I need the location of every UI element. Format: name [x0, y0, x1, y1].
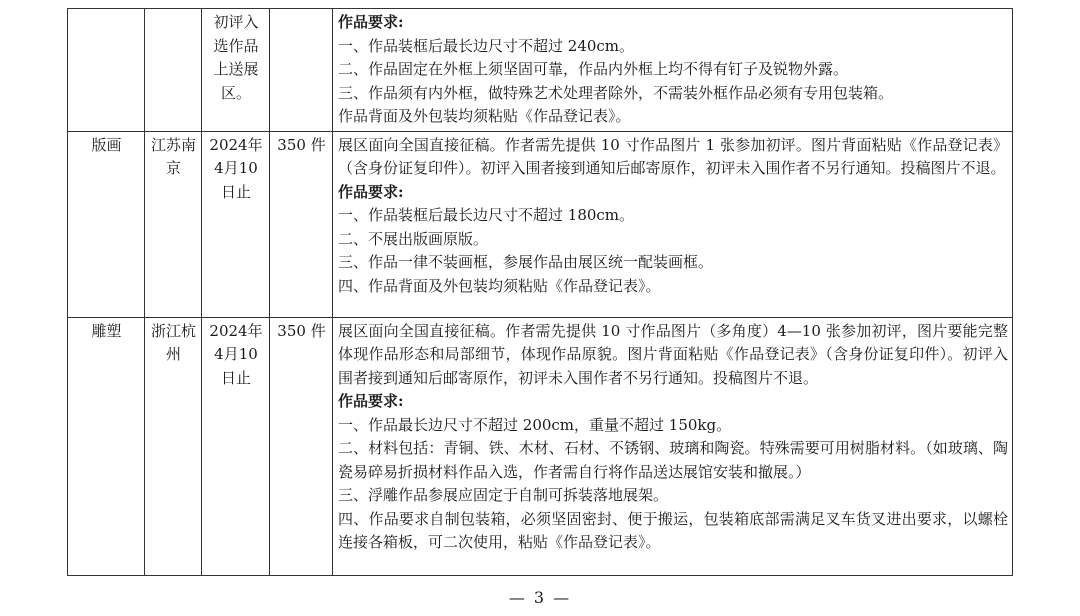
type-cell — [68, 9, 145, 132]
submission-intro: 展区面向全国直接征稿。作者需先提供 10 寸作品图片 1 张参加初评。图片背面粘贴《作品登记表》（含身份证复印件）。初评入围者接到通知后邮寄原作，初评未入围作者不另行通知。投稿图片不退。 — [338, 135, 1008, 177]
requirements-heading: 作品要求: — [338, 182, 404, 201]
table-row — [68, 317, 1013, 575]
requirement-line: 四、作品要求自制包装箱，必须坚固密封、便于搬运，包装箱底部需满足叉车货叉进出要求，以螺栓连接各箱板，可二次使用，粘贴《作品登记表》。 — [338, 509, 1008, 551]
type-cell: 版画 — [68, 131, 145, 317]
submission-intro: 展区面向全国直接征稿。作者需先提供 10 寸作品图片（多角度）4—10 张参加初评，图片要能完整体现作品形态和局部细节，体现作品原貌。图片背面粘贴《作品登记表》（含身份证复印件）。初评入围者接到通知后邮寄原作，初评未入围作者不另行通知。投稿图片不退。 — [338, 321, 1008, 387]
count-cell — [270, 9, 333, 132]
requirement-line: 三、浮雕作品参展应固定于自制可拆装落地展架。 — [338, 486, 669, 504]
requirement-line: 二、不展出版画原版。 — [338, 229, 489, 248]
type-cell: 雕塑 — [68, 317, 145, 575]
table-row — [68, 131, 1013, 317]
place-cell: 江苏南京 — [145, 131, 202, 317]
place-cell — [145, 9, 202, 132]
date-cell: 2024年4月10日止 — [202, 317, 270, 575]
requirement-line: 二、作品固定在外框上须坚固可靠，作品内外框上均不得有钉子及锐物外露。 — [338, 60, 849, 78]
requirement-line: 一、作品装框后最长边尺寸不超过 240cm。 — [338, 36, 635, 55]
exhibition-table — [67, 8, 1013, 576]
requirement-line: 作品背面及外包装均须粘贴《作品登记表》。 — [338, 107, 631, 125]
count-cell: 350 件 — [270, 317, 333, 575]
description-cell — [333, 131, 1013, 317]
requirements-heading: 作品要求: — [338, 13, 404, 31]
requirement-line: 三、作品一律不装画框，参展作品由展区统一配装画框。 — [338, 253, 714, 271]
requirement-line: 三、作品须有内外框，做特殊艺术处理者除外，不需装外框作品必须有专用包装箱。 — [338, 83, 894, 102]
page-number: — 3 — — [508, 588, 572, 607]
date-cell: 2024年4月10日止 — [202, 131, 270, 317]
table-row — [68, 9, 1013, 132]
requirement-line: 二、材料包括：青铜、铁、木材、石材、不锈钢、玻璃和陶瓷。特殊需要可用树脂材料。（如玻璃、陶瓷易碎易折损材料作品入选，作者需自行将作品送达展馆安装和撤展。） — [338, 439, 1008, 481]
requirements-heading: 作品要求: — [338, 392, 404, 410]
requirement-line: 一、作品装框后最长边尺寸不超过 180cm。 — [338, 206, 635, 224]
requirements-cell — [333, 9, 1013, 132]
requirement-line: 一、作品最长边尺寸不超过 200cm，重量不超过 150kg。 — [338, 415, 732, 434]
requirement-line: 四、作品背面及外包装均须粘贴《作品登记表》。 — [338, 276, 661, 295]
count-cell: 350 件 — [270, 131, 333, 317]
description-cell — [333, 317, 1013, 575]
place-cell: 浙江杭州 — [145, 317, 202, 575]
date-cell: 初评入选作品上送展区。 — [202, 9, 270, 132]
